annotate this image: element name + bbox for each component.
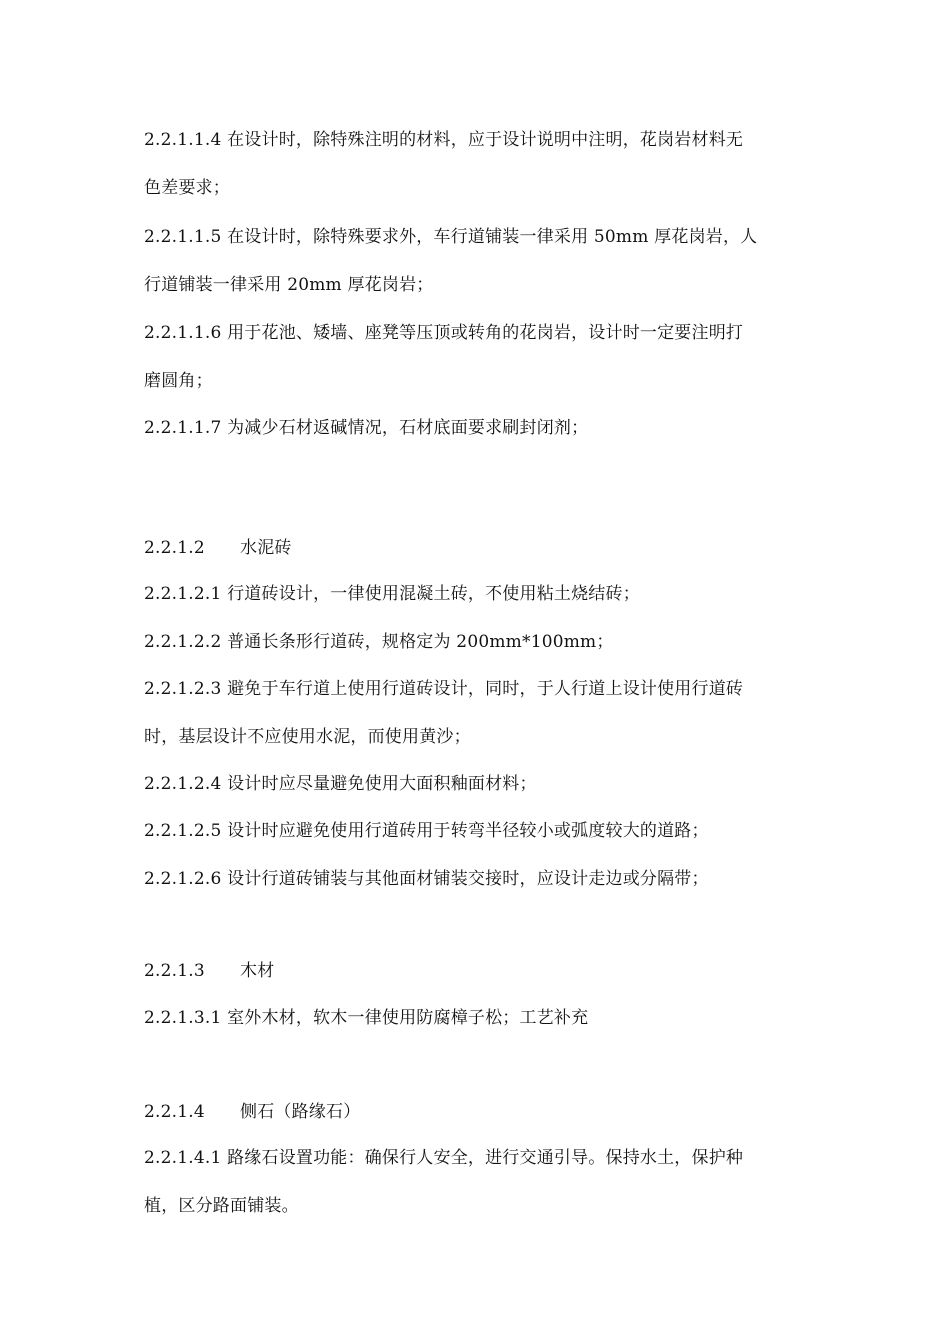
paragraph-2-2-1-2-1: 2.2.1.2.1 行道砖设计，一律使用混凝土砖，不使用粘土烧结砖； <box>144 584 640 604</box>
paragraph-2-2-1-1-4-line-1: 2.2.1.1.4 在设计时，除特殊注明的材料，应于设计说明中注明，花岗岩材料无 <box>144 130 744 150</box>
section-title: 水泥砖 <box>240 538 292 558</box>
paragraph-2-2-1-2-5: 2.2.1.2.5 设计时应避免使用行道砖用于转弯半径较小或弧度较大的道路； <box>144 821 709 841</box>
paragraph-2-2-1-1-5-line-1: 2.2.1.1.5 在设计时，除特殊要求外，车行道铺装一律采用 50mm 厚花岗岩，人 <box>144 227 758 247</box>
section-title: 侧石（路缘石） <box>240 1102 361 1122</box>
paragraph-2-2-1-2-6: 2.2.1.2.6 设计行道砖铺装与其他面材铺装交接时，应设计走边或分隔带； <box>144 869 709 889</box>
section-title: 木材 <box>240 961 275 981</box>
section-number: 2.2.1.4 <box>144 1102 205 1122</box>
section-number: 2.2.1.2 <box>144 538 205 558</box>
paragraph-2-2-1-1-4-line-2: 色差要求； <box>144 178 230 198</box>
section-heading-2-2-1-4 <box>144 1100 360 1124</box>
paragraph-2-2-1-2-3-line-2: 时，基层设计不应使用水泥，而使用黄沙； <box>144 727 471 747</box>
paragraph-2-2-1-4-1-line-2: 植，区分路面铺装。 <box>144 1196 299 1216</box>
paragraph-2-2-1-1-7: 2.2.1.1.7 为减少石材返碱情况，石材底面要求刷封闭剂； <box>144 418 589 438</box>
paragraph-2-2-1-2-2: 2.2.1.2.2 普通长条形行道砖，规格定为 200mm*100mm； <box>144 632 614 652</box>
paragraph-2-2-1-1-6-line-1: 2.2.1.1.6 用于花池、矮墙、座凳等压顶或转角的花岗岩，设计时一定要注明打 <box>144 323 744 343</box>
paragraph-2-2-1-2-4: 2.2.1.2.4 设计时应尽量避免使用大面积釉面材料； <box>144 774 537 794</box>
section-heading-2-2-1-3 <box>144 959 274 983</box>
paragraph-2-2-1-2-3-line-1: 2.2.1.2.3 避免于车行道上使用行道砖设计，同时，于人行道上设计使用行道砖 <box>144 679 744 699</box>
section-heading-2-2-1-2 <box>144 536 292 560</box>
paragraph-2-2-1-1-5-line-2: 行道铺装一律采用 20mm 厚花岗岩； <box>144 275 434 295</box>
paragraph-2-2-1-4-1-line-1: 2.2.1.4.1 路缘石设置功能：确保行人安全，进行交通引导。保持水土，保护种 <box>144 1148 744 1168</box>
paragraph-2-2-1-3-1: 2.2.1.3.1 室外木材，软木一律使用防腐樟子松；工艺补充 <box>144 1008 589 1028</box>
paragraph-2-2-1-1-6-line-2: 磨圆角； <box>144 371 213 391</box>
section-number: 2.2.1.3 <box>144 961 205 981</box>
